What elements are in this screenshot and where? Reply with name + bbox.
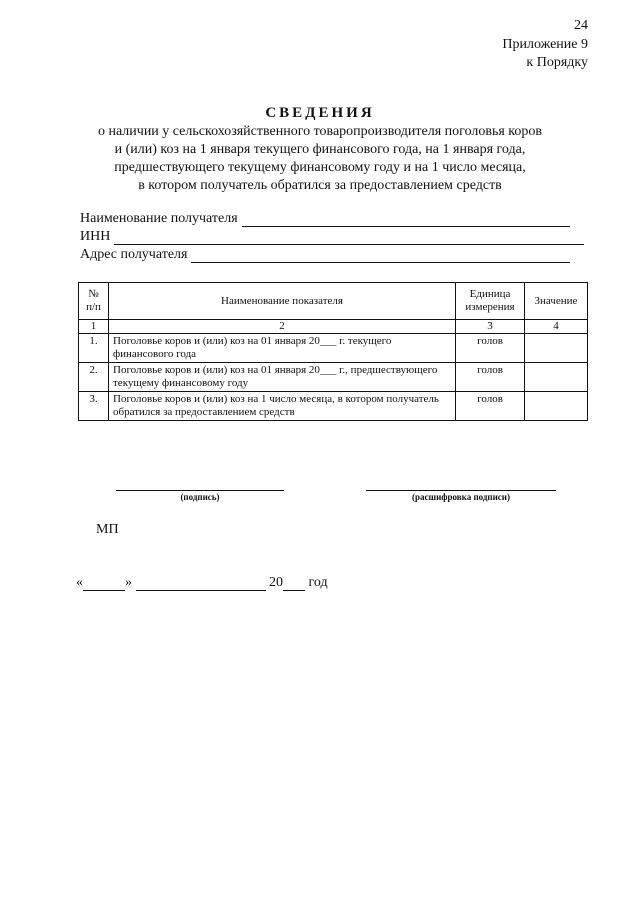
row-name: Поголовье коров и (или) коз на 01 января 20___ г. текущего финансового года <box>109 334 456 363</box>
row-unit: голов <box>456 334 525 363</box>
recipient-name-line[interactable] <box>242 212 570 227</box>
inn-field[interactable] <box>80 229 584 245</box>
row-unit: голов <box>456 392 525 421</box>
column-number: 1 <box>79 320 109 334</box>
month-blank[interactable] <box>136 577 266 591</box>
column-number: 2 <box>109 320 456 334</box>
date-field[interactable] <box>76 575 328 591</box>
address-label: Адрес получателя <box>80 247 188 262</box>
column-number-row <box>79 320 588 334</box>
header-value: Значение <box>525 283 588 320</box>
close-quote: » <box>125 575 132 590</box>
row-value-cell[interactable] <box>525 334 588 363</box>
table-row <box>79 363 588 392</box>
row-unit: голов <box>456 363 525 392</box>
day-blank[interactable] <box>83 577 125 591</box>
signature-caption: (подпись) <box>180 492 220 502</box>
page-number: 24 <box>574 18 588 33</box>
row-value-cell[interactable] <box>525 363 588 392</box>
year-suffix: год <box>308 575 328 590</box>
recipient-name-field[interactable] <box>80 211 570 227</box>
header-name: Наименование показателя <box>109 283 456 320</box>
subtitle-line: в котором получатель обратился за предоставлением средств <box>138 178 502 193</box>
document-subtitle <box>60 123 580 195</box>
address-line[interactable] <box>191 248 570 263</box>
livestock-table <box>78 282 588 421</box>
stamp-placeholder: МП <box>96 522 119 537</box>
open-quote: « <box>76 575 83 590</box>
row-num: 3. <box>79 392 109 421</box>
signature-decode-caption: (расшифровка подписи) <box>412 492 510 502</box>
document-title: СВЕДЕНИЯ <box>265 105 375 121</box>
year-blank[interactable] <box>283 577 305 591</box>
column-number: 3 <box>456 320 525 334</box>
header-unit: Единица измерения <box>456 283 525 320</box>
subtitle-line: и (или) коз на 1 января текущего финансового года, на 1 января года, <box>114 142 526 157</box>
address-field[interactable] <box>80 247 570 263</box>
table-row <box>79 392 588 421</box>
appendix-line: к Порядку <box>526 55 588 70</box>
inn-line[interactable] <box>114 230 584 245</box>
inn-label: ИНН <box>80 229 111 244</box>
year-prefix: 20 <box>269 575 283 590</box>
signature-decode-line[interactable] <box>366 490 556 491</box>
row-num: 1. <box>79 334 109 363</box>
row-name: Поголовье коров и (или) коз на 1 число месяца, в котором получатель обратился за предоставлением средств <box>109 392 456 421</box>
table-header-row <box>79 283 588 320</box>
subtitle-line: о наличии у сельскохозяйственного товаропроизводителя поголовья коров <box>97 124 543 139</box>
header-num: № п/п <box>79 283 109 320</box>
row-num: 2. <box>79 363 109 392</box>
subtitle-line: предшествующего текущему финансовому году и на 1 число месяца, <box>114 160 526 175</box>
signature-line[interactable] <box>116 490 284 491</box>
row-value-cell[interactable] <box>525 392 588 421</box>
recipient-name-label: Наименование получателя <box>80 211 238 226</box>
appendix-reference <box>502 36 588 72</box>
table-row <box>79 334 588 363</box>
column-number: 4 <box>525 320 588 334</box>
appendix-line: Приложение 9 <box>502 37 588 52</box>
row-name: Поголовье коров и (или) коз на 01 января 20___ г., предшествующего текущему финансовому году <box>109 363 456 392</box>
